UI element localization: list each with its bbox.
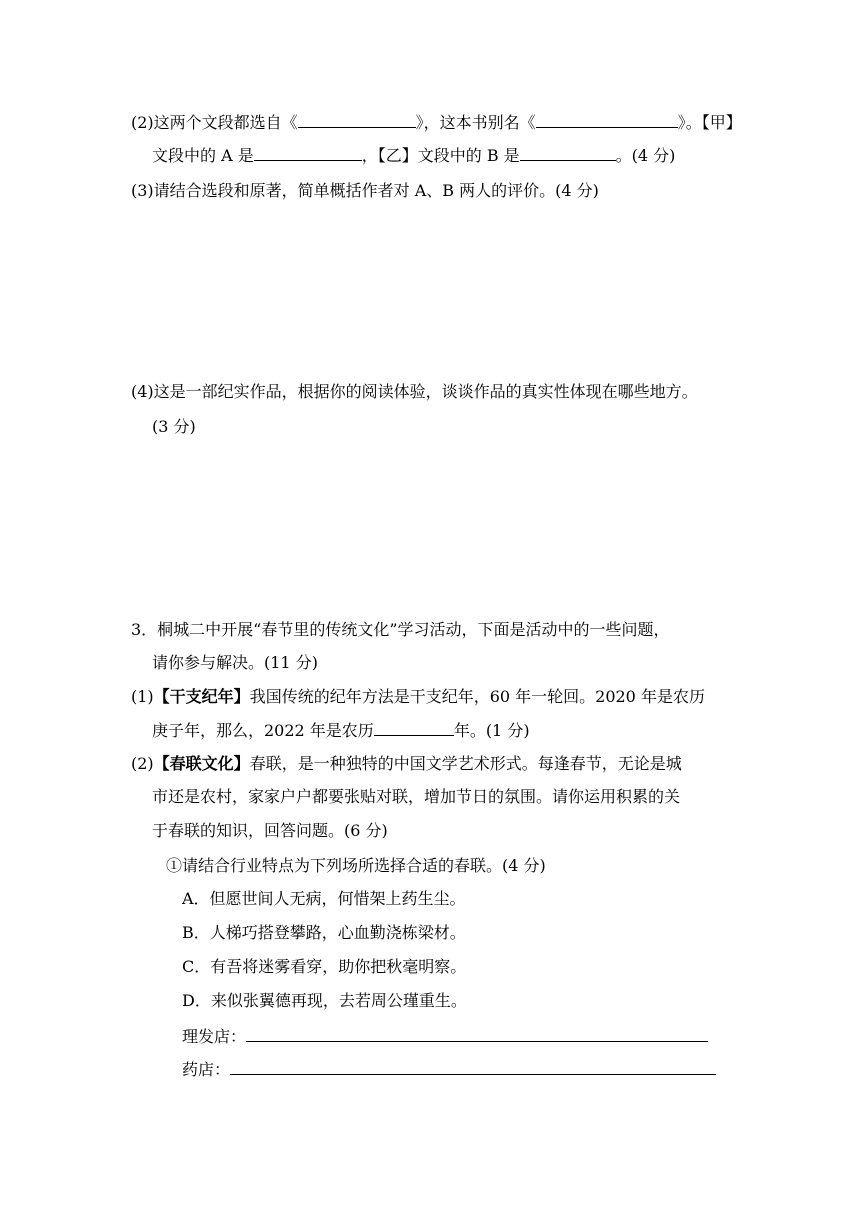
q3-line2: 请你参与解决。(11 分) (152, 653, 318, 672)
q2-2-mid: 》，这本书别名《 (415, 113, 536, 132)
q2-3-text: (3)请结合选段和原著，简单概括作者对 A、B 两人的评价。(4 分) (131, 181, 599, 200)
option-d: D．来似张翼德再现，去若周公瑾重生。 (182, 991, 467, 1010)
q3-1-number: (1) (131, 687, 154, 706)
q3-1-text1: 我国传统的纪年方法是干支纪年，60 年一轮回。2020 年是农历 (249, 687, 705, 706)
book-alias-blank[interactable] (536, 111, 678, 128)
q2-2-prefix: (2)这两个文段都选自《 (131, 113, 298, 132)
barber-row (182, 1025, 708, 1048)
q3-2-sub1: ①请结合行业特点为下列场所选择合适的春联。(4 分) (166, 856, 546, 875)
q2-4-line2: (3 分) (152, 417, 196, 436)
q2-2-line1 (131, 111, 742, 134)
b-person-blank[interactable] (520, 144, 616, 161)
q3-2-tag: 【春联文化】 (153, 754, 250, 773)
book-title-blank[interactable] (298, 111, 416, 128)
q3-2-line1 (131, 753, 682, 775)
barber-answer-blank[interactable] (246, 1025, 708, 1042)
q2-2-score: 。(4 分) (615, 146, 676, 165)
option-c: C．有吾将迷雾看穿，助你把秋毫明察。 (182, 957, 467, 976)
q3-1-tag: 【干支纪年】 (153, 687, 250, 706)
q3-1-line2 (152, 719, 530, 742)
q3-line1: 3．桐城二中开展“春节里的传统文化”学习活动，下面是活动中的一些问题， (131, 620, 670, 639)
option-a: A．但愿世间人无病，何惜架上药生尘。 (182, 889, 466, 908)
q3-1-text2a: 庚子年，那么，2022 年是农历 (152, 721, 374, 740)
a-person-blank[interactable] (254, 144, 362, 161)
pharmacy-label: 药店： (182, 1060, 231, 1079)
q3-1-text2b: 年。(1 分) (453, 721, 530, 740)
q3-2-line2: 市还是农村，家家户户都要张贴对联，增加节日的氛围。请你运用积累的关 (152, 787, 681, 806)
q3-2-text1: 春联，是一种独特的中国文学艺术形式。每逢春节，无论是城 (249, 754, 682, 773)
pharmacy-answer-blank[interactable] (230, 1058, 716, 1075)
q2-4-line1: (4)这是一部纪实作品，根据你的阅读体验，谈谈作品的真实性体现在哪些地方。 (131, 382, 698, 401)
option-b: B．人梯巧搭登攀路，心血勤浇栋梁材。 (182, 923, 466, 942)
q3-2-number: (2) (131, 754, 154, 773)
lunar-year-blank[interactable] (374, 719, 454, 736)
q2-2-b-label: ，【乙】文段中的 B 是 (361, 146, 520, 165)
q3-2-line3: 于春联的知识，回答问题。(6 分) (152, 821, 388, 840)
q3-1-line1 (131, 686, 705, 708)
q2-2-line2 (152, 144, 675, 167)
q2-2-suffix: 》。【甲】 (677, 113, 742, 132)
barber-label: 理发店： (182, 1027, 247, 1046)
q2-2-a-label: 文段中的 A 是 (152, 146, 254, 165)
pharmacy-row (182, 1058, 716, 1081)
